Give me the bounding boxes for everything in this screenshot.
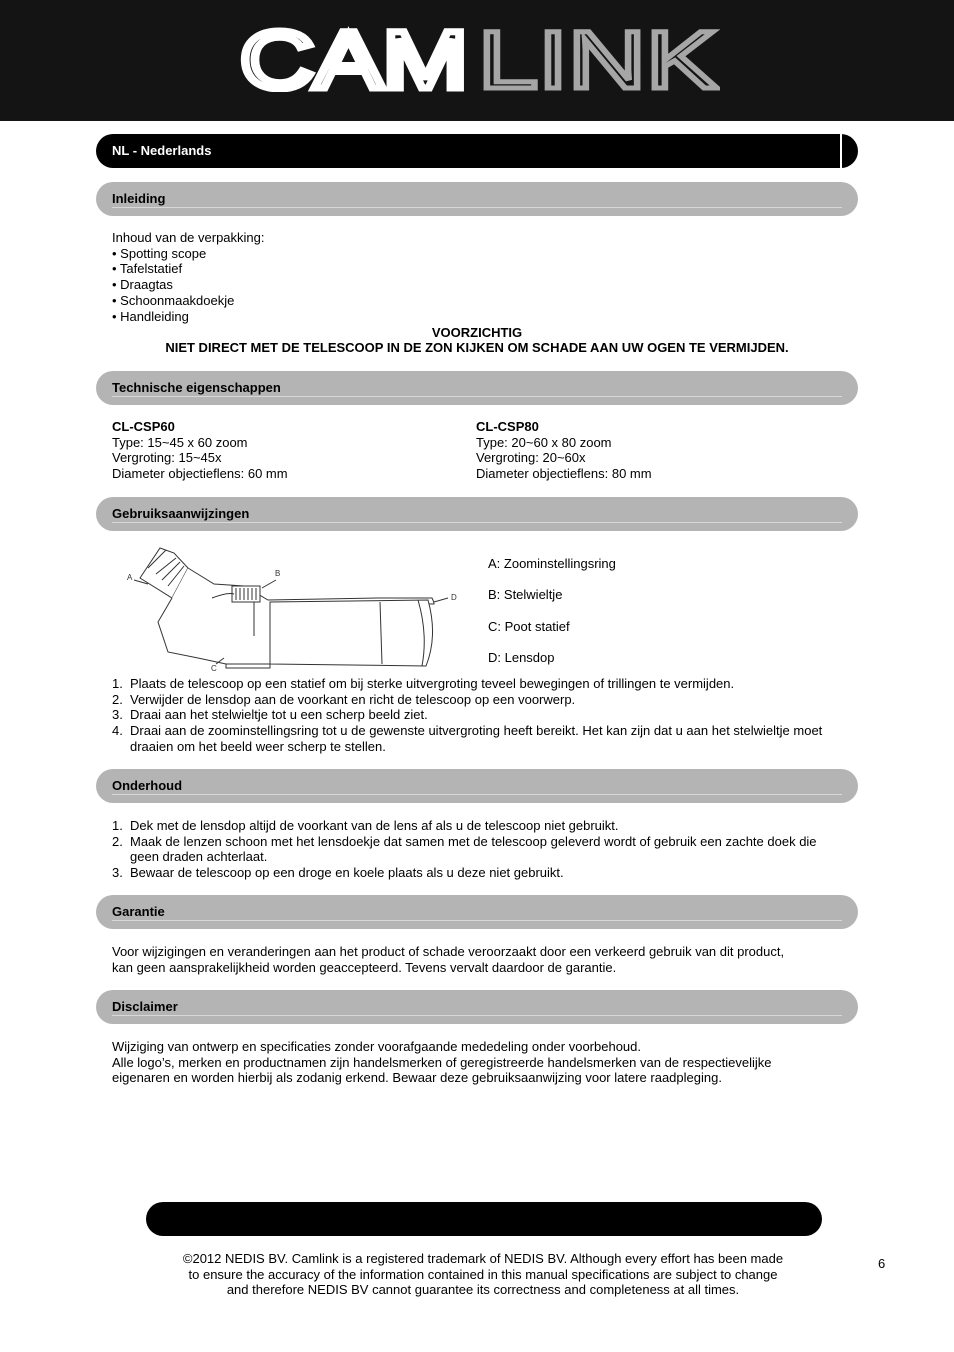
package-item: • Spotting scope: [112, 245, 207, 261]
warning-title: VOORZICHTIG: [431, 325, 523, 340]
parts-legend: [488, 556, 616, 681]
warranty-text: [112, 944, 784, 975]
part-item: D: Lensdop: [488, 649, 555, 665]
camlink-logo: [240, 26, 720, 92]
package-contents: [112, 230, 265, 324]
section-bar-onderhoud: [96, 769, 858, 803]
package-item: • Schoonmaakdoekje: [112, 292, 235, 308]
section-title: Garantie: [112, 904, 165, 919]
step-number: 3.: [112, 865, 123, 881]
section-bar-gebruik: [96, 497, 858, 531]
spec-lens: Diameter objectieflens: 80 mm: [476, 466, 652, 482]
package-item: • Handleiding: [112, 308, 189, 324]
section-title: Inleiding: [112, 191, 166, 206]
list-item: [112, 723, 842, 754]
disclaimer-text: [112, 1039, 772, 1086]
footer-line: to ensure the accuracy of the information contained in this manual specifications are subject to change: [188, 1266, 778, 1282]
step-number: 1.: [112, 676, 123, 691]
spec-model: CL-CSP80: [476, 419, 539, 434]
list-item: [112, 707, 842, 723]
part-item: B: Stelwieltje: [488, 587, 563, 603]
package-intro: Inhoud van de verpakking:: [112, 230, 265, 245]
spec-column-csp60: [112, 419, 288, 482]
step-text: Dek met de lensdop altijd de voorkant van de lens af als u de telescoop niet gebruikt.: [130, 818, 619, 833]
disclaimer-line: Wijziging van ontwerp en specificaties zonder voorafgaande mededeling onder voorbehoud.: [112, 1039, 642, 1054]
footer-line: and therefore NEDIS BV cannot guarantee its correctness and completeness at all times.: [226, 1282, 740, 1298]
footer-line: ©2012 NEDIS BV. Camlink is a registered trademark of NEDIS BV. Although every effort has been made: [182, 1251, 784, 1266]
bar-cap: [840, 134, 842, 168]
logo-cam-text: CAM: [240, 26, 468, 92]
bar-rule: [112, 920, 842, 921]
section-title: Disclaimer: [112, 999, 178, 1014]
logo-link-text: LINK: [478, 26, 718, 92]
package-item: • Draagtas: [112, 277, 173, 293]
section-bar-inleiding: [96, 182, 858, 216]
spec-zoom: Vergroting: 20~60x: [476, 450, 586, 466]
bar-rule: [112, 522, 842, 523]
section-bar-technische: [96, 371, 858, 405]
section-title: Onderhoud: [112, 778, 183, 793]
step-text: Draai aan het stelwieltje tot u een scherp beeld ziet.: [130, 707, 428, 723]
footer-text: [150, 1251, 816, 1298]
disclaimer-line: eigenaren en worden hierbij als zodanig erkend. Bewaar deze gebruiksaanwijzing voor latere raadpleging.: [112, 1070, 722, 1086]
usage-steps: [112, 676, 842, 755]
diagram-label-d: D: [451, 593, 457, 602]
list-item: [112, 834, 842, 865]
step-text: Plaats de telescoop op een statief om bij sterke uitvergroting teveel bewegingen of trillingen te vermijden.: [130, 676, 735, 691]
step-text: Verwijder de lensdop aan de voorkant en richt de telescoop op een voorwerp.: [130, 691, 576, 707]
bar-rule: [112, 794, 842, 795]
warranty-line: kan geen aansprakelijkheid worden geaccepteerd. Tevens vervalt daardoor de garantie.: [112, 959, 617, 975]
maintenance-steps: [112, 818, 842, 881]
package-item: • Tafelstatief: [112, 261, 183, 277]
step-number: 4.: [112, 723, 123, 739]
warning-text: NIET DIRECT MET DE TELESCOOP IN DE ZON KIJKEN OM SCHADE AAN UW OGEN TE VERMIJDEN.: [165, 340, 789, 355]
header-band: [0, 0, 954, 121]
spec-column-csp80: [476, 419, 652, 482]
spec-lens: Diameter objectieflens: 60 mm: [112, 466, 288, 482]
part-item: C: Poot statief: [488, 618, 570, 634]
spec-type: Type: 20~60 x 80 zoom: [476, 434, 612, 450]
footer-bar: [146, 1202, 822, 1236]
section-bar-garantie: [96, 895, 858, 929]
step-number: 3.: [112, 707, 123, 723]
spec-model: CL-CSP60: [112, 419, 175, 434]
language-label: NL - Nederlands: [112, 143, 212, 158]
part-item: A: Zoominstellingsring: [488, 556, 616, 571]
list-item: [112, 865, 842, 881]
warranty-line: Voor wijzigingen en veranderingen aan het product of schade veroorzaakt door een verkeerd gebruik van dit product,: [112, 944, 785, 959]
section-bar-disclaimer: [96, 990, 858, 1024]
list-item: [112, 692, 842, 708]
spec-zoom: Vergroting: 15~45x: [112, 450, 222, 466]
disclaimer-line: Alle logo’s, merken en productnamen zijn handelsmerken of geregistreerde handelsmerken van de respectievelijke: [112, 1054, 772, 1070]
step-text: Draai aan de zoominstellingsring tot u de gewenste uitvergroting heeft bereikt. Het kan zijn dat u aan het stelwieltje moet draaien om het beeld weer scherp te stellen.: [130, 723, 823, 754]
step-number: 2.: [112, 833, 123, 849]
diagram-label-a: A: [127, 573, 133, 582]
bar-rule: [112, 396, 842, 397]
bar-rule: [112, 207, 842, 208]
list-item: [112, 818, 842, 834]
language-bar: [96, 134, 858, 168]
step-text: Maak de lenzen schoon met het lensdoekje dat samen met de telescoop geleverd wordt of gebruik een zachte doek die geen draden achterlaat.: [130, 833, 817, 865]
step-number: 1.: [112, 818, 123, 833]
bar-rule: [112, 1015, 842, 1016]
diagram-label-c: C: [211, 664, 217, 673]
spotting-scope-diagram: [118, 540, 468, 675]
step-number: 2.: [112, 691, 123, 707]
page-number: 6: [878, 1256, 886, 1271]
diagram-label-b: B: [275, 569, 281, 578]
list-item: [112, 676, 842, 692]
section-title: Technische eigenschappen: [112, 380, 281, 395]
section-title: Gebruiksaanwijzingen: [112, 506, 250, 521]
step-text: Bewaar de telescoop op een droge en koele plaats als u deze niet gebruikt.: [130, 865, 564, 881]
spec-type: Type: 15~45 x 60 zoom: [112, 434, 248, 450]
